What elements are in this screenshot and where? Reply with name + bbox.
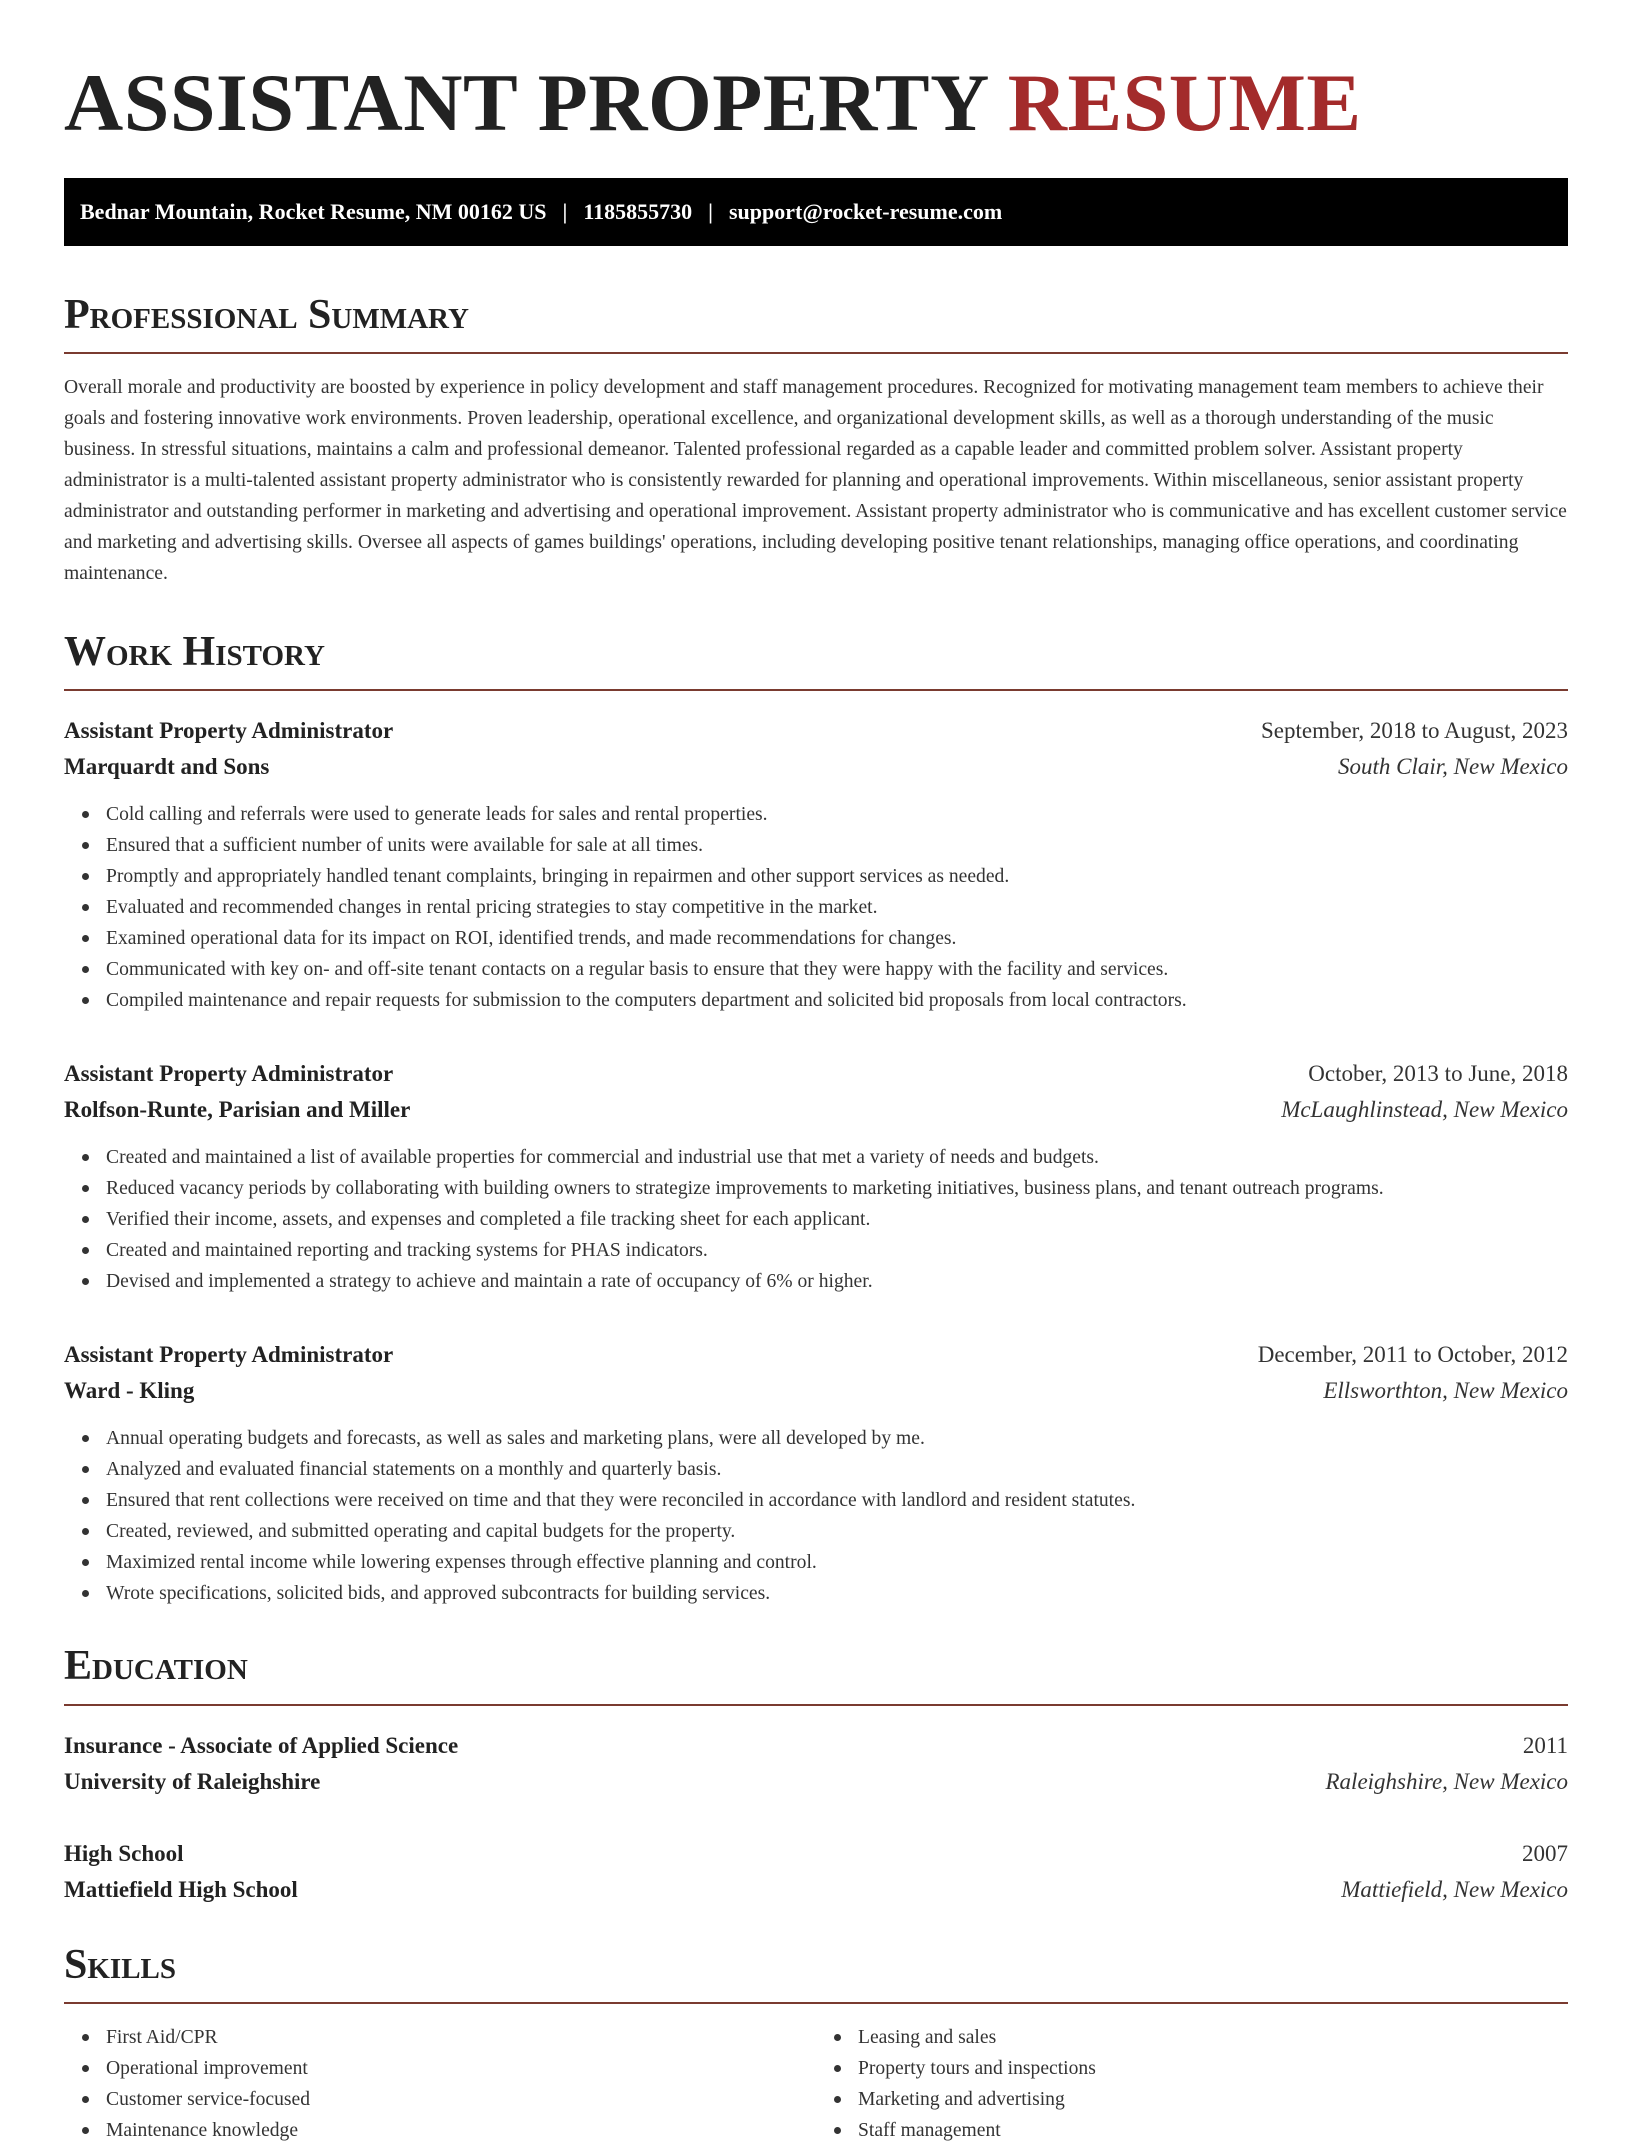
- job-dates: December, 2011 to October, 2012: [1257, 1342, 1568, 1368]
- education-year: 2011: [1522, 1732, 1568, 1758]
- job-company-row: [64, 749, 1568, 785]
- skill-item: Staff management: [858, 2115, 1568, 2146]
- job-dates: September, 2018 to August, 2023: [1260, 718, 1568, 744]
- job-title: Assistant Property Administrator: [64, 718, 394, 744]
- list-item: Reduced vacancy periods by collaborating with building owners to strategize improvements to marketing initiatives, business plans, and tenant outreach programs.: [106, 1173, 1568, 1204]
- job-location: Ellsworthton, New Mexico: [1323, 1378, 1568, 1404]
- list-item: Analyzed and evaluated financial statements on a monthly and quarterly basis.: [106, 1454, 1568, 1485]
- summary-text: Overall morale and productivity are boosted by experience in policy development and staff management procedures. Recognized for motivating management team members to achieve their goals and fostering innovative work environments. Proven leadership, operational excellence, and organizational development skills, as well as a thorough understanding of the music business. In stressful situations, maintains a calm and professional demeanor. Talented professional regarded as a capable leader and committed problem solver. Assistant property administrator is a multi-talented assistant property administrator who is consistently rewarded for planning and operational improvements. Within miscellaneous, senior assistant property administrator and outstanding performer in marketing and advertising and operational improvement. Assistant property administrator who is communicative and has excellent customer service and marketing and advertising skills. Oversee all aspects of games buildings' operations, including developing positive tenant relationships, managing office operations, and coordinating maintenance.: [64, 377, 1567, 585]
- skills-section: [64, 1942, 1568, 2146]
- job-location: South Clair, New Mexico: [1338, 754, 1568, 780]
- job-bullets: [64, 1142, 1568, 1297]
- list-item: Created and maintained reporting and tracking systems for PHAS indicators.: [106, 1235, 1568, 1266]
- skills-right-column: [816, 2022, 1568, 2146]
- skill-item: Customer service-focused: [106, 2084, 816, 2115]
- list-item: Examined operational data for its impact on ROI, identified trends, and made recommendations for changes.: [106, 923, 1568, 954]
- job-title: Assistant Property Administrator: [64, 1342, 394, 1368]
- list-item: Wrote specifications, solicited bids, and approved subcontracts for building services.: [106, 1578, 1568, 1609]
- job-company-row: [64, 1373, 1568, 1409]
- job-company: Marquardt and Sons: [64, 754, 270, 780]
- education-year: 2007: [1522, 1840, 1568, 1866]
- title-accent: RESUME: [1007, 57, 1362, 148]
- contact-separator: |: [708, 199, 713, 224]
- skills-left-column: [64, 2022, 816, 2146]
- education-section: [64, 1643, 1568, 1907]
- education-school: Mattiefield High School: [64, 1876, 298, 1902]
- education-location: Raleighshire, New Mexico: [1325, 1768, 1568, 1794]
- list-item: Ensured that rent collections were received on time and that they were reconciled in accordance with landlord and resident statutes.: [106, 1485, 1568, 1516]
- job-company: Ward - Kling: [64, 1378, 195, 1404]
- education-entry: [64, 1836, 1568, 1908]
- education-entry: [64, 1728, 1568, 1800]
- summary-section: [64, 292, 1568, 589]
- job-dates: October, 2013 to June, 2018: [1308, 1061, 1568, 1087]
- job-bullets: [64, 1423, 1568, 1609]
- job-header-row: [64, 713, 1568, 749]
- section-title-summary: Professional Summary: [64, 292, 1568, 354]
- job-company: Rolfson-Runte, Parisian and Miller: [64, 1097, 411, 1123]
- education-location: Mattiefield, New Mexico: [1341, 1876, 1568, 1902]
- skill-item: Maintenance knowledge: [106, 2115, 816, 2146]
- resume-title: [64, 57, 1568, 148]
- list-item: Cold calling and referrals were used to generate leads for sales and rental properties.: [106, 799, 1568, 830]
- contact-separator: |: [562, 199, 568, 224]
- list-item: Maximized rental income while lowering expenses through effective planning and control.: [106, 1547, 1568, 1578]
- list-item: Devised and implemented a strategy to achieve and maintain a rate of occupancy of 6% or higher.: [106, 1266, 1568, 1297]
- education-degree: Insurance - Associate of Applied Science: [64, 1732, 459, 1758]
- list-item: Promptly and appropriately handled tenant complaints, bringing in repairmen and other support services as needed.: [106, 861, 1568, 892]
- job-location: McLaughlinstead, New Mexico: [1281, 1097, 1568, 1123]
- list-item: Evaluated and recommended changes in rental pricing strategies to stay competitive in the market.: [106, 892, 1568, 923]
- list-item: Created, reviewed, and submitted operating and capital budgets for the property.: [106, 1516, 1568, 1547]
- skills-columns: [64, 2022, 1568, 2146]
- skill-item: First Aid/CPR: [106, 2022, 816, 2053]
- job-entry: [64, 1056, 1568, 1297]
- work-history-section: [64, 629, 1568, 1609]
- section-title-education: Education: [64, 1643, 1568, 1705]
- job-header-row: [64, 1337, 1568, 1373]
- skill-item: Leasing and sales: [858, 2022, 1568, 2053]
- job-company-row: [64, 1092, 1568, 1128]
- skill-item: Marketing and advertising: [858, 2084, 1568, 2115]
- education-degree: High School: [64, 1840, 184, 1866]
- contact-address: Bednar Mountain, Rocket Resume, NM 00162 US: [80, 199, 547, 224]
- section-title-work-history: Work History: [64, 629, 1568, 691]
- education-school-row: [64, 1872, 1568, 1908]
- education-degree-row: [64, 1728, 1568, 1764]
- job-header-row: [64, 1056, 1568, 1092]
- section-title-skills: Skills: [64, 1942, 1568, 2004]
- contact-phone: 1185855730: [583, 199, 693, 224]
- education-school-row: [64, 1764, 1568, 1800]
- contact-email: support@rocket-resume.com: [729, 199, 1003, 224]
- job-bullets: [64, 799, 1568, 1016]
- list-item: Ensured that a sufficient number of units were available for sale at all times.: [106, 830, 1568, 861]
- skill-item: Property tours and inspections: [858, 2053, 1568, 2084]
- job-entry: [64, 1337, 1568, 1609]
- list-item: Annual operating budgets and forecasts, as well as sales and marketing plans, were all developed by me.: [106, 1423, 1568, 1454]
- list-item: Communicated with key on- and off-site tenant contacts on a regular basis to ensure that they were happy with the facility and services.: [106, 954, 1568, 985]
- list-item: Created and maintained a list of available properties for commercial and industrial use that met a variety of needs and budgets.: [106, 1142, 1568, 1173]
- skill-item: Operational improvement: [106, 2053, 816, 2084]
- job-entry: [64, 713, 1568, 1016]
- education-degree-row: [64, 1836, 1568, 1872]
- job-title: Assistant Property Administrator: [64, 1061, 394, 1087]
- contact-bar: [64, 178, 1568, 246]
- list-item: Compiled maintenance and repair requests for submission to the computers department and solicited bid proposals from local contractors.: [106, 985, 1568, 1016]
- title-main: ASSISTANT PROPERTY: [64, 57, 987, 148]
- list-item: Verified their income, assets, and expenses and completed a file tracking sheet for each applicant.: [106, 1204, 1568, 1235]
- education-school: University of Raleighshire: [64, 1768, 321, 1794]
